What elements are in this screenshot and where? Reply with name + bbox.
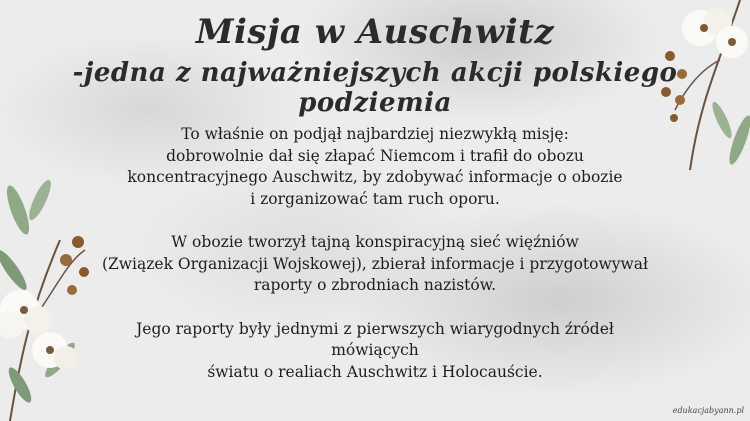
body-text <box>90 124 660 405</box>
paragraph <box>90 319 660 384</box>
text-line: i zorganizować tam ruch oporu. <box>250 189 500 208</box>
page-title: Misja w Auschwitz <box>195 12 555 52</box>
text-line: koncentracyjnego Auschwitz, by zdobywać informacje o obozie <box>127 168 623 186</box>
paragraph <box>90 124 660 210</box>
text-line: mówiących <box>331 341 419 359</box>
text-line: Jego raporty były jednymi z pierwszych wiarygodnych źródeł <box>136 319 614 338</box>
text-line: To właśnie on podjął najbardziej niezwykłą misję: <box>181 125 569 143</box>
text-line: W obozie tworzył tajną konspiracyjną sieć więźniów <box>171 233 579 251</box>
text-line: światu o realiach Auschwitz i Holocauście. <box>207 362 543 381</box>
text-line: (Związek Organizacji Wojskowej), zbierał informacje i przygotowywał <box>101 254 649 273</box>
paragraph <box>90 232 660 297</box>
text-line: raporty o zbrodniach nazistów. <box>253 276 497 294</box>
text-line: dobrowolnie dał się złapać Niemcom i trafił do obozu <box>166 146 584 165</box>
page-subtitle: -jedna z najważniejszych akcji polskiego podziemia <box>72 58 678 118</box>
watermark: edukacjabyann.pl <box>672 406 744 415</box>
